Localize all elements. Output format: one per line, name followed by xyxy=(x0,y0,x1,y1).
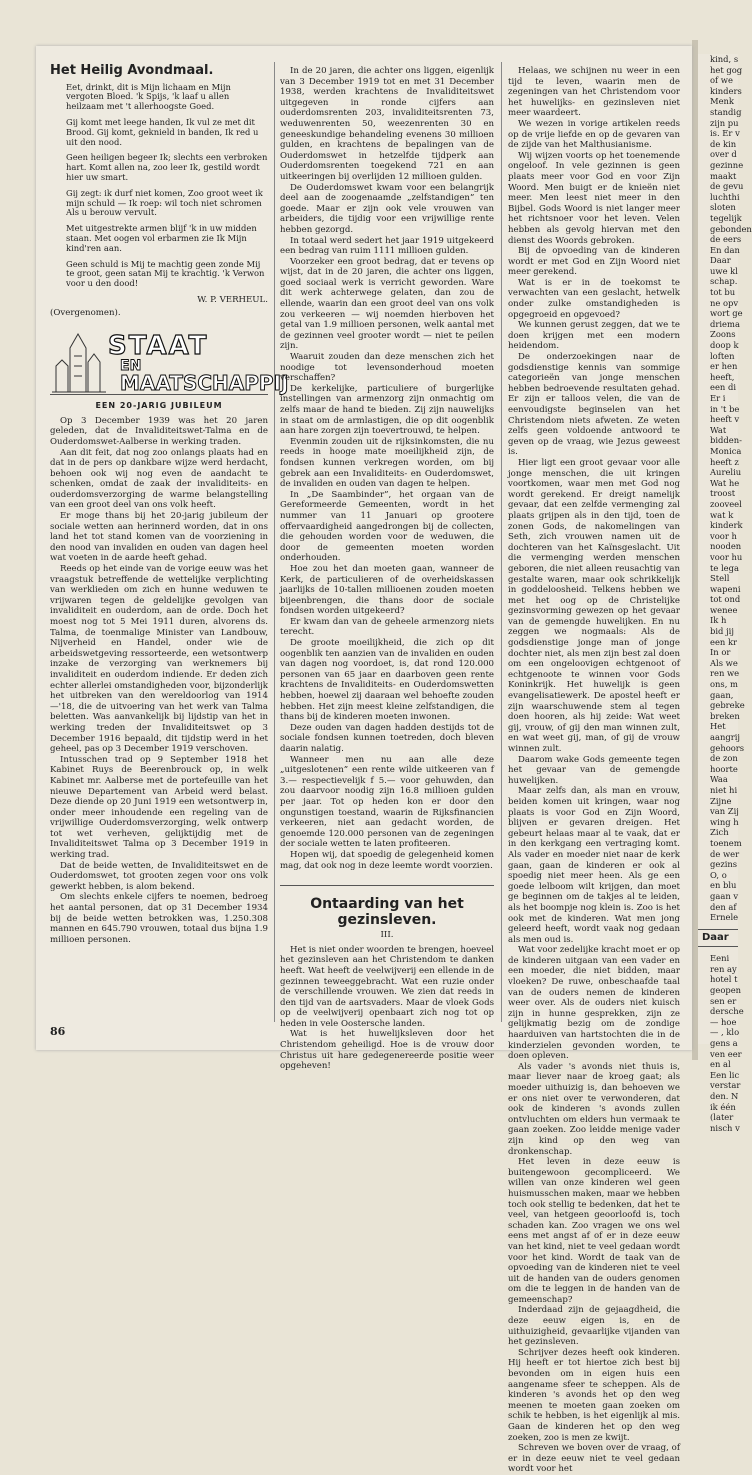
article-paragraph: Als vader 's avonds niet thuis is, maar liever naar de kroeg gaat; als moeder uithuizig is, dan behoeven we er ons niet over te verwonderen, dat ook de kinderen 's avonds zullen ontvluchten om elders hun vermaak te gaan zoeken. Zoo leidde menige vader zijn kind op den weg van dronkenschap. xyxy=(508,1061,680,1157)
column-3 xyxy=(508,66,680,1475)
next-page-line: gezinne xyxy=(710,159,744,170)
jubilee-subhead: EEN 20-JARIG JUBILEUM xyxy=(95,401,223,411)
next-page-line: zijn pu xyxy=(710,117,739,128)
next-page-line: kinderk xyxy=(710,520,743,531)
next-page-line: schap. xyxy=(710,276,738,287)
next-page-line: ik één xyxy=(710,1101,736,1112)
next-page-line: de gevu xyxy=(710,181,744,192)
next-page-line: Wat he xyxy=(710,477,740,488)
next-page-line: voor h xyxy=(710,530,737,541)
masthead-line-1: STAAT xyxy=(108,331,209,362)
article-paragraph: Voorzeker een groot bedrag, dat er tevens op wijst, dat in de 20 jaren, die achter ons liggen, goed sociaal werk is verricht geworden. Ware dit werk achterwege gelaten, dan zou de ellende, waarin dan een groot deel van ons volk zou verkeeren — wij noemden hierboven het getal van 1.9 millioen personen, welk aantal met de gezinnen veel grooter wordt — niet te peilen zijn. xyxy=(280,256,494,352)
article-paragraph: In „De Saambinder”, het orgaan van de Gereformeerde Gemeenten, wordt in het nummer van 11 Januari op grootere offervaardigheid aangedrongen bij de collecten, die gehouden worden voor de weduwen, die door de gemeenten moeten worden onderhouden. xyxy=(280,489,494,564)
next-page-line: loften xyxy=(710,350,735,361)
next-page-line: wort ge xyxy=(710,308,743,319)
next-page-line: Zijne xyxy=(710,795,732,806)
article-paragraph: Wat is het huwelijksleven door het Christendom geheiligd. Hoe is de vrouw door Christus uit hare gedegenereerde positie weer opgeheven! xyxy=(280,1029,494,1072)
next-page-line: Daar xyxy=(710,255,731,266)
poem-stanza: Geen heiligen begeer Ik; slechts een verbroken hart. Komt allen na, zoo leer Ik, gestild wordt hier uw smart. xyxy=(66,152,268,182)
next-page-line: en blu xyxy=(710,880,737,891)
next-page-line: tot bu xyxy=(710,287,736,298)
article-paragraph: De onderzoekingen naar de godsdienstige kennis van sommige categorieën van jonge menschen hebben bedroevende resultaten gehad. Er zijn er talloos velen, die van de eenvoudigste beginselen van het Christendom niets afweten. Ze weten zelfs geen voldoende antwoord te geven op de vraag, wie Jezus geweest is. xyxy=(508,352,680,458)
poem-stanza: Gij zegt: ik durf niet komen, Zoo groot weet ik mijn schuld — Ik roep: wil toch niet schromen Als u berouw vervult. xyxy=(66,187,263,218)
article-paragraph: Wij wijzen voorts op het toenemende ongeloof. In vele gezinnen is geen plaats meer voor God en voor Zijn Woord. Men buigt er de knieën niet meer. Men leest niet meer in den Bijbel. Gods Woord is niet langer meer het richtsnoer voor het leven. Velen hebben als gevolg hiervan met den dienst des Woords gebroken. xyxy=(508,150,680,246)
masthead-line-2: EN xyxy=(120,358,142,375)
next-page-line: Zoons xyxy=(710,329,736,340)
column-2 xyxy=(280,66,494,1072)
next-page-line: gebonden xyxy=(710,223,752,234)
poem-title: Het Heilig Avondmaal. xyxy=(50,63,214,78)
next-page-line: uwe kl xyxy=(710,265,738,276)
poem-stanza: Met uitgestrekte armen blijf 'k in uw midden staan. Met oogen vol erbarmen zie Ik Mijn kind'ren aan. xyxy=(66,223,257,253)
parliament-building-illustration xyxy=(52,334,106,392)
article-paragraph: We wezen in vorige artikelen reeds op de vrije liefde en op de gevaren van de zijde van het Malthusianisme. xyxy=(508,118,680,151)
next-page-line: gehoors xyxy=(710,742,745,753)
next-page-line: Stell xyxy=(710,573,730,584)
article-paragraph: Hoe zou het dan moeten gaan, wanneer de Kerk, de particulieren of de overheidskassen jaarlijks de 10-tallen millioenen zouden moeten bijeenbrengen, die thans door de sociale fondsen worden uitgekeerd? xyxy=(280,563,494,617)
masthead-line-3: MAATSCHAPPIJ xyxy=(120,371,289,396)
next-page-line: gebreke xyxy=(710,700,745,711)
next-page-line: ren ay xyxy=(710,963,737,974)
next-page-line: Ik h xyxy=(710,615,727,626)
column-rule xyxy=(501,62,502,1022)
next-page-line: (later xyxy=(710,1112,734,1123)
article-paragraph: Reeds op het einde van de vorige eeuw was het vraagstuk betreffende de wettelijke verplichting van werklieden om zich en hunne weduwen te vrijwaren tegen de geldelijke gevolgen van invaliditeit en ouderdom, aan de orde. Doch het moest nog tot 5 Mei 1911 duren, alvorens ds. Talma, de toenmalige Minister van Landbouw, Nijverheid en Handel, onder wie de arbeidswetgeving ressorteerde, een wetsontwerp inzake de verzorging van werknemers bij invaliditeit en ouderdom indiende. Er deden zich echter allerlei omstandigheden voor, bijzonderlijk het uitbreken van den wereldoorlog van 1914—'18, die de uitvoering van het werk van Talma beletten. Was aanvankelijk bij lijdstip van het in werking treden der Invaliditeitswet op 3 December 1916 bepaald, dit tijdstip werd in het geheel, pas op 3 December 1919 verschoven. xyxy=(50,564,268,755)
next-page-lines-bottom xyxy=(698,953,744,1133)
article-paragraph: Wanneer men nu aan alle deze „uitgeslotenen” een rente wilde uitkeeren van f 3.— respectievelijk f 5.— voor gehuwden, dan zou daarvoor noodig zijn 16.8 millioen gulden per jaar. Tot op heden kon er door den ongunstigen toestand, waarin de Rijksfinancien verkeeren, niet aan gedacht worden, de genoemde 120.000 personen van de zegeningen der sociale wetten te laten profiteeren. xyxy=(280,754,494,850)
next-page-line: En dan xyxy=(710,244,740,255)
next-page-line: den af xyxy=(710,901,737,912)
next-page-line: nooden xyxy=(710,541,742,552)
next-page-line: troost xyxy=(710,488,736,499)
page-number: 86 xyxy=(50,1025,66,1038)
next-page-line: gaan, xyxy=(710,689,734,700)
next-page-line: ven eer xyxy=(710,1048,742,1059)
poem-author: W. P. VERHEUL. xyxy=(197,294,268,305)
next-page-line: Er i xyxy=(710,393,726,403)
next-page-line: In or xyxy=(710,647,731,658)
next-page-line: Ernele xyxy=(710,912,739,923)
article-paragraph: Dat de beide wetten, de Invaliditeitswet en de Ouderdomswet, tot grooten zegen voor ons volk gewerkt hebben, is alom bekend. xyxy=(50,860,268,892)
masthead-graphic xyxy=(50,326,289,396)
article-paragraph: Bij de opvoeding van de kinderen wordt er met God en Zijn Woord niet meer gerekend. xyxy=(508,246,680,278)
next-page-line: niet hi xyxy=(710,784,738,795)
next-page-line: Menk xyxy=(710,96,735,107)
next-page-line: Waa xyxy=(710,774,728,785)
next-page-line: Als we xyxy=(710,657,738,668)
article-paragraph: Schrijver dezes heeft ook kinderen. Hij heeft er tot hiertoe zich best bij bevonden om in eigen huis een aangename sfeer te scheppen. Als de kinderen 's avonds het op den weg meenen te moeten gaan zoeken om schik te hebben, is het eigenlijk al mis. Gaan de kinderen het op den weg zoeken, zoo is men ze kwijt. xyxy=(508,1347,680,1443)
next-page-line: — , klo xyxy=(710,1027,740,1038)
next-page-line: het gog xyxy=(710,64,743,75)
next-page-line: O, o xyxy=(710,869,727,880)
next-page-line: de zon xyxy=(710,753,738,764)
next-page-line: tot ond xyxy=(710,594,741,605)
next-page-line: wing h xyxy=(710,816,739,827)
article-paragraph: Aan dit feit, dat nog zoo onlangs plaats had en dat in de pers op dankbare wijze werd herdacht, behoen ook wij nog even de aandacht te schenken, omdat de zaak der invaliditeits- en ouderdomsverzorging de warme belangstelling van een groot deel van ons volk heeft. xyxy=(50,447,268,511)
next-page-line: bid jij xyxy=(710,626,734,637)
newspaper-page xyxy=(36,46,692,1475)
next-page-line: wapeni xyxy=(710,583,741,594)
next-page-line: gens a xyxy=(710,1038,738,1049)
staat-en-maatschappij-masthead xyxy=(50,326,289,396)
next-page-line: Eeni xyxy=(710,953,730,964)
poem-stanza: Geen schuld is Mij te machtig geen zonde Mij te groot, geen satan Mij te krachtig. 'k Verwon voor u den dood! xyxy=(66,258,265,289)
next-page-line: Een lic xyxy=(710,1069,740,1080)
section-number: III. xyxy=(380,930,394,941)
next-page-line: een kr xyxy=(710,636,738,647)
article-paragraph: Wat is er in de toekomst te verwachten van een geslacht, hetwelk onder zulke omstandigheden is opgegroeid en opgevoed? xyxy=(508,277,680,320)
article-paragraph: Hopen wij, dat spoedig de gelegenheid komen mag, dat ook nog in deze leemte wordt voorzien. xyxy=(280,849,494,871)
section-title: Ontaarding van het gezinsleven. xyxy=(280,885,494,928)
next-page-line: Monica xyxy=(710,445,742,456)
next-page-line: bidden- xyxy=(710,435,742,446)
next-page-line: wenee xyxy=(710,604,738,615)
next-page-line: en al xyxy=(710,1059,731,1070)
article-paragraph: De kerkelijke, particuliere of burgerlijke instellingen van armenzorg zijn onmachtig om zelfs maar de hand te bieden. Zij zijn nauwelijks in staat om de armlastigen, die op dit oogenblik aan hare zorgen zijn toevertrouwd, te helpen. xyxy=(280,383,494,437)
next-page-edge xyxy=(698,54,752,1133)
article-paragraph: Helaas, we schijnen nu weer in een tijd te leven, waarin men de zegeningen van het Christendom voor het huwelijks- en gezinsleven niet meer waardeert. xyxy=(508,66,680,119)
poem xyxy=(66,83,268,289)
next-page-line: geopen xyxy=(710,985,742,996)
next-page-line: Aureliu xyxy=(710,467,742,478)
column-1 xyxy=(50,63,289,945)
next-page-line: — hoe xyxy=(710,1016,737,1027)
article-paragraph: Schreven we boven over de vraag, of er in deze eeuw niet te veel gedaan wordt voor het xyxy=(508,1443,680,1475)
next-page-line: aangrij xyxy=(710,732,741,742)
next-page-line: den. N xyxy=(710,1091,739,1101)
next-page-line: ons, m xyxy=(710,679,738,690)
article-paragraph: Deze ouden van dagen hadden destijds tot de sociale fondsen kunnen toetreden, doch bleven daarin nalatig. xyxy=(280,722,494,754)
poem-source: (Overgenomen). xyxy=(50,307,121,318)
next-page-line: driema xyxy=(710,318,740,329)
next-page-line: gaan v xyxy=(710,890,739,901)
article-paragraph: Maar zelfs dan, als man en vrouw, beiden komen uit kringen, waar nog plaats is voor God en Zijn Woord, blijven er gevaren dreigen. Het gebeurt helaas maar al te vaak, dat er in den kerkgang een vertraging komt. Als vader en moeder niet naar de kerk gaan, gaan de kinderen er ook al spoedig niet meer heen. Als ge een goede lelboom wilt krijgen, dan moet ge beginnen om de takjes al te leiden, als het boompje nog klein is. Zoo is het ook met de kinderen. Wat men jong geleerd heeft, wordt vaak nog gedaan als men oud is. xyxy=(508,786,680,945)
article-paragraph: Evenmin zouden uit de rijksinkomsten, die nu reeds in hooge mate moeilijkheid zijn, de fondsen kunnen verkregen worden, om bij gebrek aan een Invaliditeits- en Ouderdomswet, de invaliden en ouden van dagen te helpen. xyxy=(280,436,494,490)
next-page-line: Wat xyxy=(710,424,727,435)
next-page-line: ne opv xyxy=(710,297,739,308)
next-page-heading: Daar xyxy=(698,929,738,948)
article-paragraph: Het leven in deze eeuw is buitengewoon gecompliceerd. We willen van onze kinderen wel geen huismusschen maken, maar we hebben toch ook stellig te bedenken, dat het te veel, van hetgeen geoorloofd is, toch schaden kan. Zoo vragen we ons wel eens met angst af of er in deze eeuw van het kind, niet te veel gedaan wordt voor het kind. Wordt de taak van de opvoeding van de kinderen niet te veel uit de handen van de ouders genomen om die te leggen in de handen van de gemeenschap? xyxy=(508,1157,680,1305)
next-page-line: de wer xyxy=(710,848,740,859)
next-page-line: te lega xyxy=(710,562,739,573)
article-paragraph: In totaal werd sedert het jaar 1919 uitgekeerd een bedrag van ruim 1111 millioen gulden. xyxy=(280,235,494,257)
next-page-line: dersche xyxy=(710,1006,744,1017)
next-page-line: sloten xyxy=(710,202,736,213)
article-paragraph: Er kwam dan van de geheele armenzorg niets terecht. xyxy=(280,616,494,638)
next-page-line: hoorte xyxy=(710,763,738,774)
next-page-line: de kin xyxy=(710,138,737,149)
article-paragraph: De Ouderdomswet kwam voor een belangrijk deel aan de zoogenaamde „zelfstandigen” ten goede. Maar er zijn ook vele vrouwen van arbeiders, die tijdig voor een vrijwillige rente hebben gezorgd. xyxy=(280,182,494,235)
next-page-line: over d xyxy=(710,149,737,160)
article-paragraph: Wat voor zedelijke kracht moet er op de kinderen uitgaan van een vader en een moeder, die niet bidden, maar vloeken? De ruwe, onbeschaafde taal van de ouders nemen de kinderen weer over. Als de ouders niet kuisch zijn in hunne gesprekken, zijn ze gelijkmatig bezig om de zondige haarduiven van hartstochten die in de kinderzielen gevonden worden, te doen opleven. xyxy=(508,945,680,1062)
next-page-line: is. Er v xyxy=(710,128,740,139)
next-page-line: gezins xyxy=(710,859,738,870)
next-page-line: luchthi xyxy=(710,191,740,202)
next-page-lines-top xyxy=(698,54,752,923)
next-page-line: heeft v xyxy=(710,414,740,425)
next-page-line: een di xyxy=(710,382,737,393)
article-paragraph: Intusschen trad op 9 September 1918 het Kabinet Ruys de Beerenbrouck op, in welk Kabinet mr. Aalberse met de portefeuille van het nieuwe Departement van Arbeid werd belast. Deze diende op 20 Juni 1919 een wetsontwerp in, onder meer inhoudende een regeling van de vrijwillige Ouderdomsverzorging, welk ontwerp tot wet verheven, gelijktijdig met de Invaliditeitswet Talma op 3 December 1919 in werking trad. xyxy=(50,754,268,861)
article-paragraph: De groote moeilijkheid, die zich op dit oogenblik ten aanzien van de invaliden en ouden van dagen nog voordoet, is, dat rond 120.000 personen van 65 jaar en daarboven geen rente krachtens de Invaliditeits- en Ouderdomswetten hebben, hoewel zij daaraan wel behoefte zouden hebben. Het zijn meest kleine zelfstandigen, die thans bij de kinderen moeten inwonen. xyxy=(280,638,494,723)
next-page-line: maakt xyxy=(710,170,737,181)
next-page-line: heeft, xyxy=(710,371,735,382)
article-paragraph: Het is niet onder woorden te brengen, hoeveel het gezinsleven aan het Christendom te danken heeft. Wat heeft de veelwijverij een ellende in de gezinnen teweeggebracht. Wat een ruzie onder de verschillende vrouwen. We zien dat reeds in den tijd van de aartsvaders. Maar de vloek Gods op de veelwijverij openbaart zich nog tot op heden in vele Oostersche landen. xyxy=(280,944,494,1029)
next-page-line: sen er xyxy=(710,995,737,1006)
next-page-line: in 't be xyxy=(710,403,740,414)
next-page-line: kind, s xyxy=(710,54,739,64)
article-paragraph: Op 3 December 1939 was het 20 jaren geleden, dat de Invaliditeitswet-Talma en de Ouderdomswet-Aalberse in werking traden. xyxy=(50,415,268,447)
article-paragraph: Hier ligt een groot gevaar voor alle jonge menschen, die uit kringen voortkomen, waar men met God nog wordt gerekend. Er dreigt namelijk gevaar, dat een zelfde vermenging zal plaats grijpen als in den tijd, toen de zonen Gods, de nakomelingen van Seth, zich vrouwen namen uit de dochteren van het Kaïnsgeslacht. Uit die vermenging werden menschen geboren, die niet alleen reusachtig van gestalte waren, maar ook schrikkelijk in goddeloosheid. Telkens hebben we met het oog op de Christelijke gezinsvorming gewezen op het gevaar van de gemengde huwelijken. En nu zeggen we nogmaals: Als de godsdienstige jonge man of jonge dochter niet, als men zijn best zal doen om een ongeloovigen echtgenoot of echtgenoote te winnen voor Gods Koninkrijk. Het huwelijk is geen evangelisatiewerk. De apostel heeft er zijn waarschuwende stem al tegen doen hooren, als hij zeide: Wat weet gij, vrouw, of gij den man winnen zult, en wat weet gij, man, of gij de vrouw winnen zult. xyxy=(508,457,680,754)
next-page-line: wat k xyxy=(710,509,734,520)
article-paragraph: Om slechts enkele cijfers te noemen, bedroeg het aantal personen, dat op 31 December 1934 bij de beide wetten betrokken was, 1.250.308 mannen en 645.790 vrouwen, totaal dus bijna 1.9 millioen personen. xyxy=(50,892,268,945)
next-page-line: van Zij xyxy=(710,806,739,817)
next-page-line: voor hu xyxy=(710,551,743,562)
article-paragraph: Waaruit zouden dan deze menschen zich het noodige tot levensonderhoud moeten verschaffen? xyxy=(280,352,494,384)
next-page-line: hotel t xyxy=(710,974,738,985)
article-paragraph: Er moge thans bij het 20-jarig jubileum der sociale wetten aan herinnerd worden, dat in ons land het tot stand komen van de voorziening in den nood van invaliden en ouden van dagen heel wat voeten in de aarde heeft gehad. xyxy=(50,511,268,564)
column-rule xyxy=(274,62,275,1022)
article-paragraph: Inderdaad zijn de gejaagdheid, die deze eeuw eigen is, en de uithuizigheid, gevaarlijke vijanden van het gezinsleven. xyxy=(508,1305,680,1348)
article-paragraph: We kunnen gerust zeggen, dat we te doen krijgen met een modern heidendom. xyxy=(508,320,680,352)
next-page-line: zooveel xyxy=(710,498,742,509)
next-page-line: breken xyxy=(710,710,740,721)
next-page-line: verstar xyxy=(710,1080,741,1091)
next-page-line: kinders xyxy=(710,85,742,96)
article-paragraph: In de 20 jaren, die achter ons liggen, eigenlijk van 3 December 1919 tot en met 31 December 1938, werden krachtens de Invaliditeitswet uitgegeven in ronde cijfers aan ouderdomsrenten 203, invaliditeitsrenten 73, weduwenrenten 50, weezenrenten 30 en geneeskundige behandeling evenens 30 millioen gulden, en krachtens de bepalingen van de Ouderdomswet in hetzelfde tijdperk aan Ouderdomsrenten toegekend 721 en aan uitkeeringen bij overlijden 12 millioen gulden. xyxy=(280,66,494,182)
next-page-line: nisch v xyxy=(710,1122,740,1133)
poem-stanza: Gij komt met leege handen, Ik vul ze met dit Brood. Gij komt, geknield in banden, Ik red u uit den nood. xyxy=(66,116,259,147)
next-page-line: tegelijk xyxy=(710,212,742,223)
next-page-line: of we xyxy=(710,75,733,86)
next-page-line: standig xyxy=(710,106,742,117)
next-page-line: doop k xyxy=(710,340,739,351)
next-page-line: Zich xyxy=(710,827,729,838)
next-page-line: Het xyxy=(710,721,726,732)
next-page-line: er hen xyxy=(710,361,738,372)
next-page-line: ren we xyxy=(710,668,740,679)
next-page-line: toenem xyxy=(710,837,742,848)
next-page-line: heeft z xyxy=(710,456,739,467)
article-paragraph: Daarom wake Gods gemeente tegen het gevaar van de gemengde huwelijken. xyxy=(508,754,680,786)
poem-stanza: Eet, drinkt, dit is Mijn lichaam en Mijn vergoten Bloed. 'k Spijs, 'k laaf u allen heilzaam met 't allerhoogste Goed. xyxy=(66,81,231,112)
next-page-line: de eers xyxy=(710,234,742,245)
